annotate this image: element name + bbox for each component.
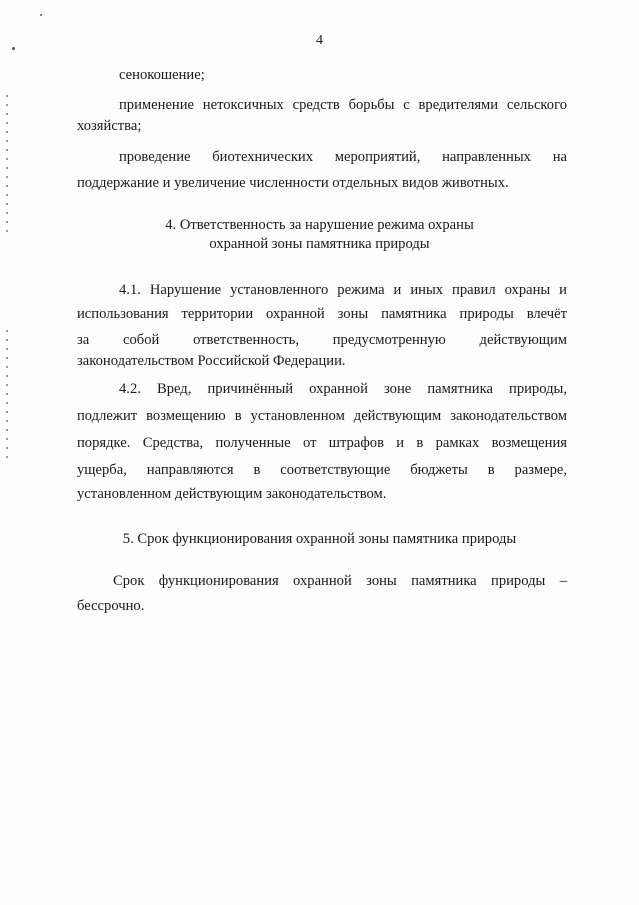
list-item-line: применение нетоксичных средств борьбы с вредителями сельского: [119, 97, 567, 113]
scan-speck: [40, 14, 42, 16]
section-heading: охранной зоны памятника природы: [209, 236, 430, 252]
page-number: 4: [316, 33, 323, 48]
scan-edge-marks: [6, 95, 8, 235]
paragraph-line: бессрочно.: [77, 598, 145, 614]
list-item: сенокошение;: [119, 67, 205, 83]
list-item-line: проведение биотехнических мероприятий, направленных на: [119, 149, 567, 165]
list-item-line: хозяйства;: [77, 118, 142, 134]
paragraph-line: ущерба, направляются в соответствующие бюджеты в размере,: [77, 462, 567, 478]
paragraph-line: 4.1. Нарушение установленного режима и иных правил охраны и: [119, 282, 567, 298]
list-item-line: поддержание и увеличение численности отдельных видов животных.: [77, 175, 509, 191]
paragraph-line: за собой ответственность, предусмотренную действующим: [77, 332, 567, 348]
section-heading: 5. Срок функционирования охранной зоны памятника природы: [122, 531, 517, 547]
paragraph-line: порядке. Средства, полученные от штрафов и в рамках возмещения: [77, 435, 567, 451]
paragraph-line: установленном действующим законодательством.: [77, 486, 387, 502]
paragraph-line: подлежит возмещению в установленном действующим законодательством: [77, 408, 567, 424]
paragraph-line: 4.2. Вред, причинённый охранной зоне памятника природы,: [119, 381, 567, 397]
section-heading: 4. Ответственность за нарушение режима охраны: [165, 217, 474, 233]
paragraph-line: законодательством Российской Федерации.: [77, 353, 346, 369]
scan-edge-marks: [6, 330, 8, 460]
paragraph-line: использования территории охранной зоны памятника природы влечёт: [77, 306, 567, 322]
paragraph-line: Срок функционирования охранной зоны памятника природы –: [113, 573, 567, 589]
